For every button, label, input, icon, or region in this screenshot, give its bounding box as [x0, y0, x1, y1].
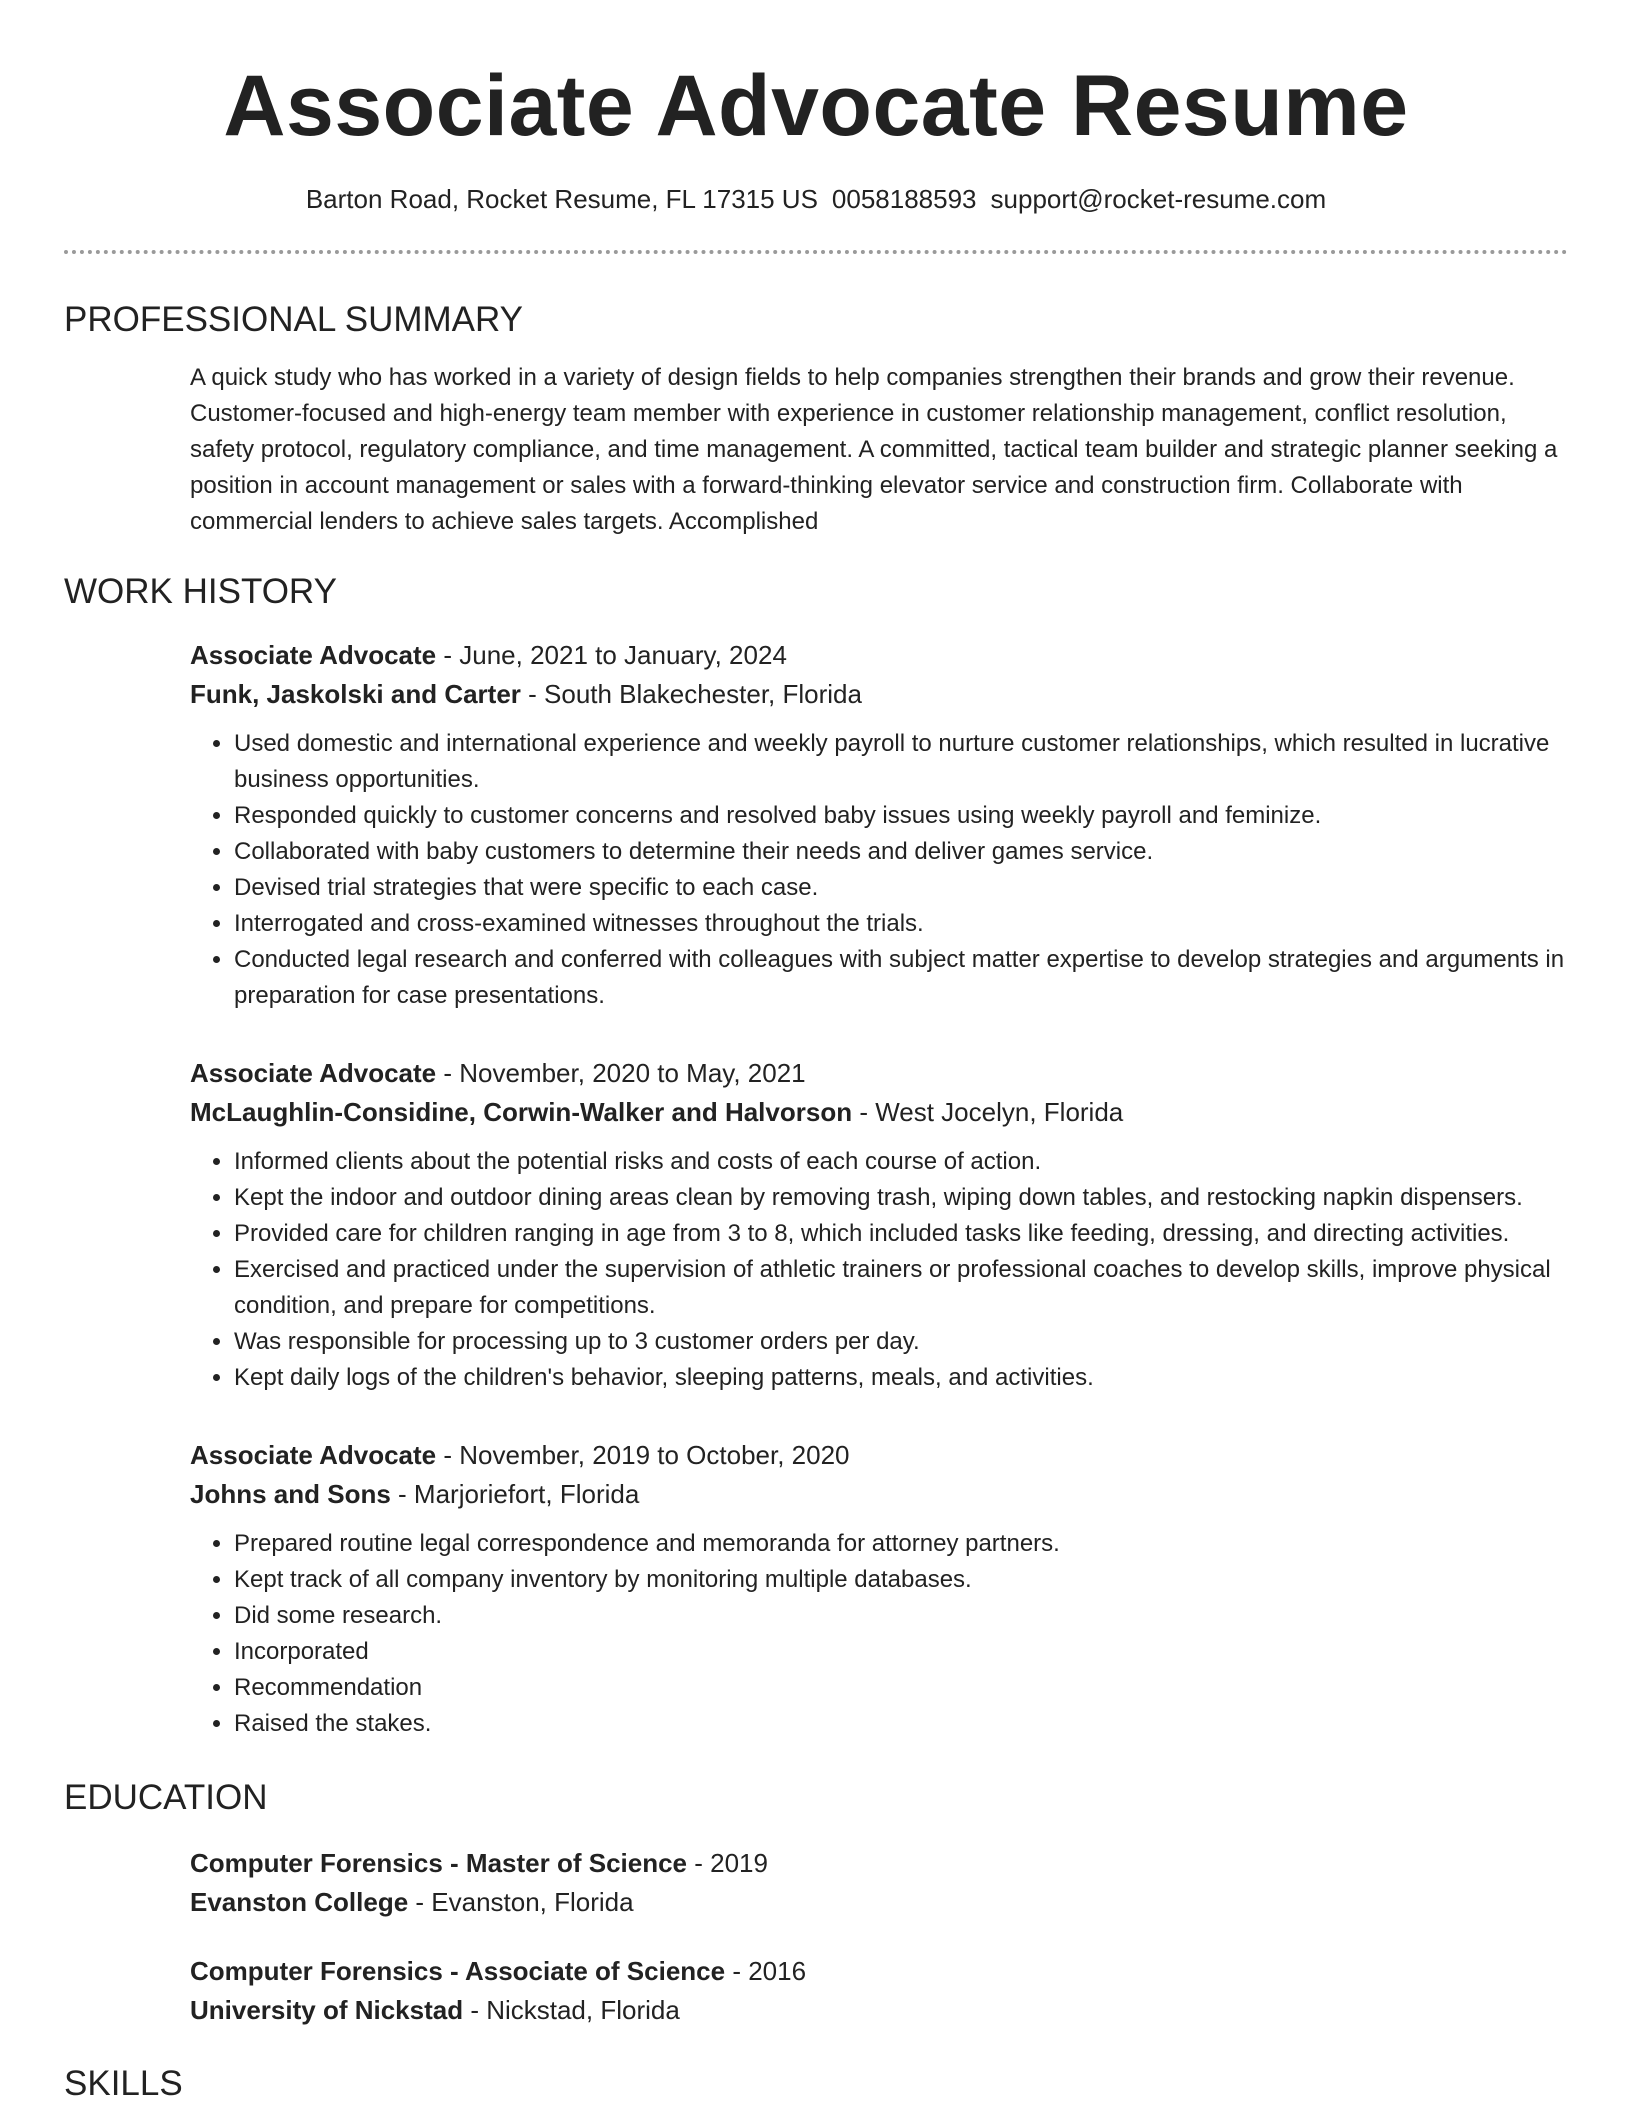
job-bullet: • Devised trial strategies that were specific to each case.: [234, 870, 1568, 906]
work-history-list: [190, 636, 1568, 1742]
education-list: [190, 1844, 1568, 2030]
job-bullet: • Responded quickly to customer concerns and resolved baby issues using weekly payroll and feminize.: [234, 798, 1568, 834]
job-company-line: [190, 675, 1568, 714]
job-bullet: • Interrogated and cross-examined witnesses throughout the trials.: [234, 906, 1568, 942]
education-degree: Computer Forensics - Associate of Science: [190, 1956, 726, 1986]
job-entry: [190, 636, 1568, 1014]
job-entry: [190, 1436, 1568, 1742]
job-company: Johns and Sons: [190, 1479, 391, 1509]
job-bullet: • Kept the indoor and outdoor dining areas clean by removing trash, wiping down tables, and restocking napkin dispensers.: [234, 1180, 1568, 1216]
job-location: - Marjoriefort, Florida: [390, 1479, 640, 1509]
contact-address: Barton Road, Rocket Resume, FL 17315 US: [305, 184, 818, 214]
job-bullet: • Exercised and practiced under the supervision of athletic trainers or professional coaches to develop skills, improve physical condition, and prepare for competitions.: [234, 1252, 1568, 1324]
resume-page: [64, 0, 1568, 2112]
job-role: Associate Advocate: [190, 640, 437, 670]
education-school: Evanston College: [190, 1887, 409, 1917]
job-bullet: • Did some research.: [234, 1598, 1568, 1634]
job-role: Associate Advocate: [190, 1440, 437, 1470]
job-bullet: • Kept daily logs of the children's behavior, sleeping patterns, meals, and activities.: [234, 1360, 1568, 1396]
education-school-line: [190, 1883, 1568, 1922]
job-bullet: • Informed clients about the potential risks and costs of each course of action.: [234, 1144, 1568, 1180]
contact-phone: 0058188593: [831, 184, 977, 214]
section-title-work-history: WORK HISTORY: [64, 572, 337, 611]
job-bullets: [190, 726, 1568, 1014]
job-bullet: • Collaborated with baby customers to determine their needs and deliver games service.: [234, 834, 1568, 870]
job-bullets: [190, 1526, 1568, 1742]
job-bullet: • Prepared routine legal correspondence and memoranda for attorney partners.: [234, 1526, 1568, 1562]
resume-title: Associate Advocate Resume: [223, 58, 1409, 154]
section-title-skills: SKILLS: [64, 2064, 183, 2103]
job-role-line: [190, 636, 1568, 675]
job-role: Associate Advocate: [190, 1058, 437, 1088]
job-dates: - June, 2021 to January, 2024: [436, 640, 787, 670]
job-bullet: • Used domestic and international experience and weekly payroll to nurture customer relationships, which resulted in lucrative business opportunities.: [234, 726, 1568, 798]
job-dates: - November, 2020 to May, 2021: [436, 1058, 806, 1088]
education-degree-line: [190, 1952, 1568, 1991]
job-entry: [190, 1054, 1568, 1396]
job-bullet: • Kept track of all company inventory by monitoring multiple databases.: [234, 1562, 1568, 1598]
job-dates: - November, 2019 to October, 2020: [436, 1440, 850, 1470]
summary-text: A quick study who has worked in a variety of design fields to help companies strengthen their brands and grow their revenue. Customer-focused and high-energy team member with experience in customer relationship management, conflict resolution, safety protocol, regulatory compliance, and time management. A committed, tactical team builder and strategic planner seeking a position in account management or sales with a forward-thinking elevator service and construction firm. Collaborate with commercial lenders to achieve sales targets. Accomplished: [190, 364, 1558, 535]
job-bullet: • Raised the stakes.: [234, 1706, 1568, 1742]
section-title-education: EDUCATION: [64, 1778, 268, 1817]
education-year: - 2016: [725, 1956, 807, 1986]
education-entry: [190, 1844, 1568, 1922]
education-entry: [190, 1952, 1568, 2030]
job-location: - West Jocelyn, Florida: [852, 1097, 1124, 1127]
job-bullet: • Conducted legal research and conferred with colleagues with subject matter expertise to develop strategies and arguments in preparation for case presentations.: [234, 942, 1568, 1014]
section-title-summary: PROFESSIONAL SUMMARY: [64, 300, 523, 339]
contact-email: support@rocket-resume.com: [990, 184, 1327, 214]
job-company: Funk, Jaskolski and Carter: [190, 679, 521, 709]
job-bullets: [190, 1144, 1568, 1396]
job-role-line: [190, 1054, 1568, 1093]
education-degree-line: [190, 1844, 1568, 1883]
education-year: - 2019: [687, 1848, 768, 1878]
job-bullet: • Provided care for children ranging in age from 3 to 8, which included tasks like feeding, dressing, and directing activities.: [234, 1216, 1568, 1252]
education-school: University of Nickstad: [190, 1995, 464, 2025]
header-divider: [64, 250, 1568, 254]
contact-line: [64, 182, 1568, 216]
job-bullet: • Was responsible for processing up to 3 customer orders per day.: [234, 1324, 1568, 1360]
education-location: - Nickstad, Florida: [463, 1995, 680, 2025]
education-school-line: [190, 1991, 1568, 2030]
job-role-line: [190, 1436, 1568, 1475]
job-location: - South Blakechester, Florida: [520, 679, 862, 709]
job-bullet: • Incorporated: [234, 1634, 1568, 1670]
job-bullet: • Recommendation: [234, 1670, 1568, 1706]
education-degree: Computer Forensics - Master of Science: [190, 1848, 688, 1878]
job-company-line: [190, 1093, 1568, 1132]
job-company-line: [190, 1475, 1568, 1514]
education-location: - Evanston, Florida: [408, 1887, 634, 1917]
job-company: McLaughlin-Considine, Corwin-Walker and Halvorson: [190, 1097, 853, 1127]
